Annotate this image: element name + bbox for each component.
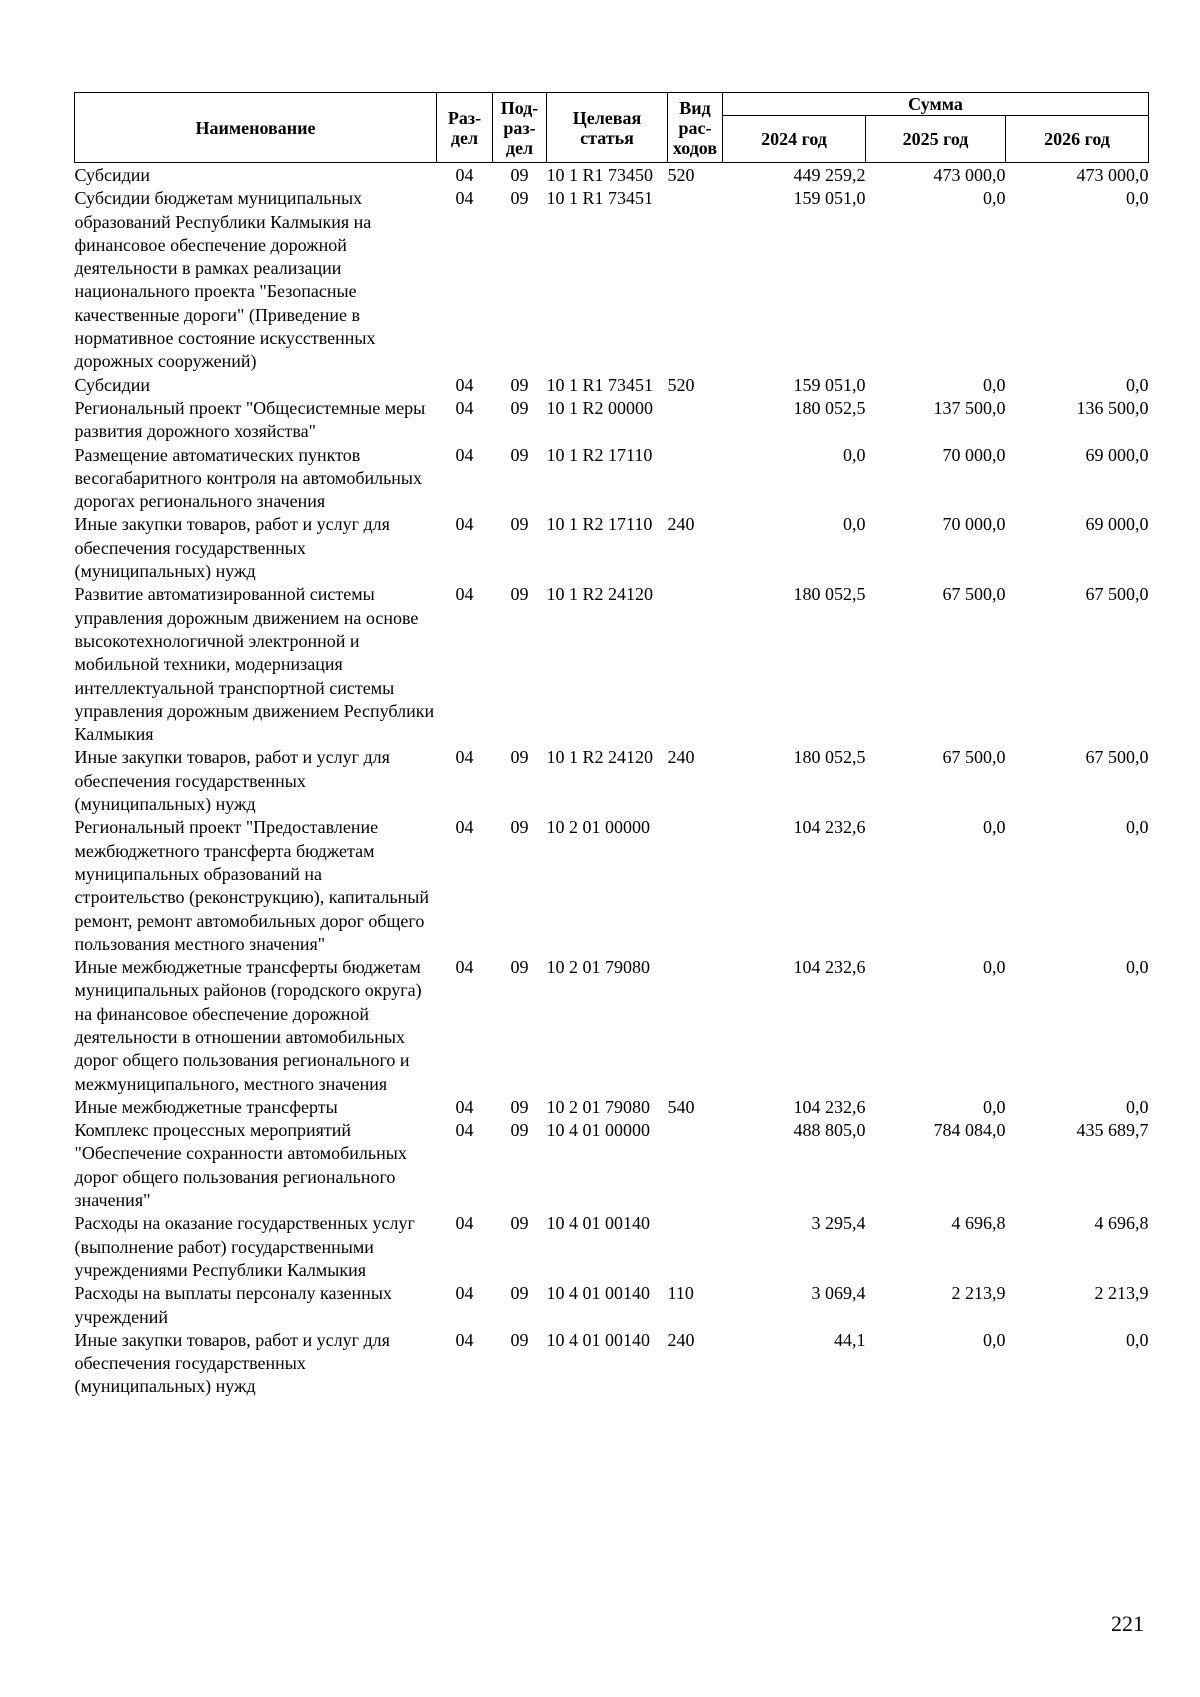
row-subsection: 09 [510, 1096, 529, 1117]
row-section: 04 [455, 1283, 474, 1304]
row-article: 10 4 01 00140 [546, 1213, 650, 1234]
row-article: 10 1 R2 00000 [546, 397, 654, 418]
row-subsection: 09 [510, 817, 529, 838]
row-sum-2026: 0,0 [1126, 957, 1149, 978]
row-article: 10 1 R2 17110 [546, 514, 653, 535]
table-row [75, 397, 1149, 444]
header-2026: 2026 год [1006, 116, 1149, 163]
row-section: 04 [455, 374, 474, 395]
budget-table [74, 92, 1149, 1399]
row-subsection: 09 [510, 188, 529, 209]
row-article: 10 1 R2 24120 [546, 747, 654, 768]
row-name: Региональный проект "Предоставление межбюджетного трансферта бюджетам муниципальных образований на строительство (реконструкцию), капитальный ремонт, ремонт автомобильных дорог общего пользования местного значения" [74, 817, 429, 954]
row-kind [668, 1212, 723, 1282]
row-name: Иные межбюджетные трансферты [74, 1096, 338, 1117]
row-name: Развитие автоматизированной системы управления дорожным движением на основе высокотехнологичной электронной и мобильной техники, модернизация интеллектуальной транспортной системы управления дорожным движением Республики Калмыкия [74, 584, 435, 745]
row-sum-2024: 104 232,6 [793, 817, 866, 838]
row-sum-2025: 2 213,9 [951, 1283, 1006, 1304]
row-sum-2026: 0,0 [1126, 188, 1149, 209]
row-sum-2025: 784 084,0 [933, 1120, 1006, 1141]
table-row [75, 187, 1149, 373]
row-name: Субсидии бюджетам муниципальных образований Республики Калмыкия на финансовое обеспечение дорожной деятельности в рамках реализации национального проекта "Безопасные качественные дороги" (Приведение в нормативное состояние искусственных дорожных сооружений) [74, 188, 376, 372]
row-sum-2025: 4 696,8 [951, 1213, 1006, 1234]
row-section: 04 [455, 188, 474, 209]
row-sum-2026: 2 213,9 [1094, 1283, 1149, 1304]
table-row [75, 513, 1149, 583]
row-kind [668, 956, 723, 1096]
row-article: 10 1 R1 73451 [546, 188, 654, 209]
row-sum-2025: 473 000,0 [933, 165, 1006, 185]
row-article: 10 4 01 00000 [546, 1120, 650, 1141]
row-subsection: 09 [510, 1213, 529, 1234]
row-name: Размещение автоматических пунктов весогабаритного контроля на автомобильных дорогах регионального значения [74, 444, 423, 512]
row-article: 10 1 R2 24120 [546, 584, 654, 605]
row-section: 04 [455, 165, 474, 185]
row-subsection: 09 [510, 514, 529, 535]
row-article: 10 1 R1 73450 [546, 165, 654, 185]
row-subsection: 09 [510, 397, 529, 418]
row-sum-2026: 0,0 [1126, 1329, 1149, 1350]
row-sum-2025: 0,0 [983, 1329, 1006, 1350]
row-sum-2026: 67 500,0 [1085, 584, 1149, 605]
row-kind: 240 [667, 514, 695, 535]
row-sum-2024: 180 052,5 [793, 397, 866, 418]
table-row [75, 1329, 1149, 1399]
row-sum-2024: 159 051,0 [793, 188, 866, 209]
table-row [75, 583, 1149, 746]
row-sum-2024: 44,1 [834, 1329, 866, 1350]
row-sum-2025: 137 500,0 [933, 397, 1006, 418]
row-section: 04 [455, 957, 474, 978]
row-sum-2025: 70 000,0 [942, 514, 1006, 535]
table-body [75, 163, 1149, 1399]
row-subsection: 09 [510, 747, 529, 768]
row-article: 10 2 01 79080 [546, 1096, 650, 1117]
table-row [75, 956, 1149, 1096]
row-sum-2025: 0,0 [983, 817, 1006, 838]
row-subsection: 09 [510, 1329, 529, 1350]
row-sum-2024: 3 295,4 [811, 1213, 866, 1234]
row-sum-2025: 0,0 [983, 1096, 1006, 1117]
row-subsection: 09 [510, 1120, 529, 1141]
row-sum-2024: 104 232,6 [793, 1096, 866, 1117]
header-kind: Вид рас-ходов [668, 93, 723, 163]
table-row [75, 816, 1149, 956]
row-name: Расходы на оказание государственных услуг (выполнение работ) государственными учреждениями Республики Калмыкия [74, 1213, 415, 1280]
row-subsection: 09 [510, 374, 529, 395]
row-kind [668, 397, 723, 444]
row-sum-2026: 0,0 [1126, 817, 1149, 838]
table-row [75, 444, 1149, 514]
row-sum-2026: 4 696,8 [1094, 1213, 1149, 1234]
row-name: Субсидии [74, 165, 151, 185]
row-sum-2026: 67 500,0 [1085, 747, 1149, 768]
row-kind [668, 816, 723, 956]
row-subsection: 09 [510, 165, 529, 185]
row-sum-2024: 180 052,5 [793, 584, 866, 605]
row-name: Иные закупки товаров, работ и услуг для обеспечения государственных (муниципальных) нужд [74, 747, 390, 815]
table-header [75, 93, 1149, 163]
row-article: 10 2 01 00000 [546, 817, 650, 838]
header-subsection: Под-раз-дел [493, 93, 547, 163]
row-kind: 540 [667, 1096, 695, 1117]
row-name: Региональный проект "Общесистемные меры развития дорожного хозяйства" [74, 397, 426, 442]
row-sum-2026: 136 500,0 [1076, 397, 1149, 418]
row-article: 10 1 R2 17110 [546, 444, 653, 465]
table-row [75, 746, 1149, 816]
table-row [75, 163, 1149, 188]
row-sum-2024: 180 052,5 [793, 747, 866, 768]
row-kind: 520 [667, 374, 695, 395]
row-article: 10 4 01 00140 [546, 1329, 650, 1350]
header-name: Наименование [75, 93, 437, 163]
row-sum-2025: 67 500,0 [942, 747, 1006, 768]
table-row [75, 1212, 1149, 1282]
page-number: 221 [1111, 1611, 1144, 1636]
table-row [75, 1282, 1149, 1329]
row-sum-2026: 0,0 [1126, 374, 1149, 395]
row-subsection: 09 [510, 584, 529, 605]
header-2024: 2024 год [723, 116, 866, 163]
row-section: 04 [455, 747, 474, 768]
row-sum-2025: 0,0 [983, 188, 1006, 209]
table-row [75, 1119, 1149, 1212]
row-sum-2024: 3 069,4 [811, 1283, 866, 1304]
header-article: Целевая статья [547, 93, 668, 163]
row-section: 04 [455, 444, 474, 465]
row-sum-2024: 0,0 [843, 444, 866, 465]
row-sum-2026: 435 689,7 [1076, 1120, 1149, 1141]
row-kind: 240 [667, 1329, 695, 1350]
row-sum-2024: 159 051,0 [793, 374, 866, 395]
row-sum-2024: 104 232,6 [793, 957, 866, 978]
row-section: 04 [455, 817, 474, 838]
row-section: 04 [455, 397, 474, 418]
row-sum-2026: 69 000,0 [1085, 514, 1149, 535]
row-sum-2024: 0,0 [843, 514, 866, 535]
row-sum-2026: 69 000,0 [1085, 444, 1149, 465]
row-kind [668, 444, 723, 514]
row-section: 04 [455, 1120, 474, 1141]
row-article: 10 1 R1 73451 [546, 374, 654, 395]
row-subsection: 09 [510, 957, 529, 978]
row-sum-2024: 449 259,2 [793, 165, 866, 185]
row-sum-2026: 473 000,0 [1076, 165, 1149, 185]
row-article: 10 4 01 00140 [546, 1283, 650, 1304]
row-subsection: 09 [510, 444, 529, 465]
row-name: Субсидии [74, 374, 151, 395]
row-sum-2025: 0,0 [983, 374, 1006, 395]
row-kind [668, 1119, 723, 1212]
header-sum: Сумма [723, 93, 1149, 116]
row-name: Расходы на выплаты персоналу казенных учреждений [74, 1283, 392, 1327]
row-kind: 110 [667, 1283, 694, 1304]
row-section: 04 [455, 1096, 474, 1117]
row-kind [668, 583, 723, 746]
row-kind [668, 187, 723, 373]
row-sum-2025: 70 000,0 [942, 444, 1006, 465]
row-article: 10 2 01 79080 [546, 957, 650, 978]
row-name: Иные закупки товаров, работ и услуг для обеспечения государственных (муниципальных) нужд [74, 514, 390, 582]
row-kind: 520 [667, 165, 695, 185]
row-name: Комплекс процессных мероприятий "Обеспечение сохранности автомобильных дорог общего пользования регионального значения" [74, 1120, 407, 1211]
header-2025: 2025 год [866, 116, 1006, 163]
row-subsection: 09 [510, 1283, 529, 1304]
row-sum-2024: 488 805,0 [793, 1120, 866, 1141]
row-sum-2025: 67 500,0 [942, 584, 1006, 605]
header-section: Раз-дел [437, 93, 493, 163]
table-row [75, 374, 1149, 397]
row-section: 04 [455, 1213, 474, 1234]
table-row [75, 1096, 1149, 1119]
row-name: Иные закупки товаров, работ и услуг для обеспечения государственных (муниципальных) нужд [74, 1329, 390, 1397]
row-name: Иные межбюджетные трансферты бюджетам муниципальных районов (городского округа) на финансовое обеспечение дорожной деятельности в отношении автомобильных дорог общего пользования регионального и межмуниципального, местного значения [74, 957, 422, 1094]
row-section: 04 [455, 514, 474, 535]
row-section: 04 [455, 584, 474, 605]
row-sum-2026: 0,0 [1126, 1096, 1149, 1117]
row-sum-2025: 0,0 [983, 957, 1006, 978]
row-kind: 240 [667, 747, 695, 768]
row-section: 04 [455, 1329, 474, 1350]
